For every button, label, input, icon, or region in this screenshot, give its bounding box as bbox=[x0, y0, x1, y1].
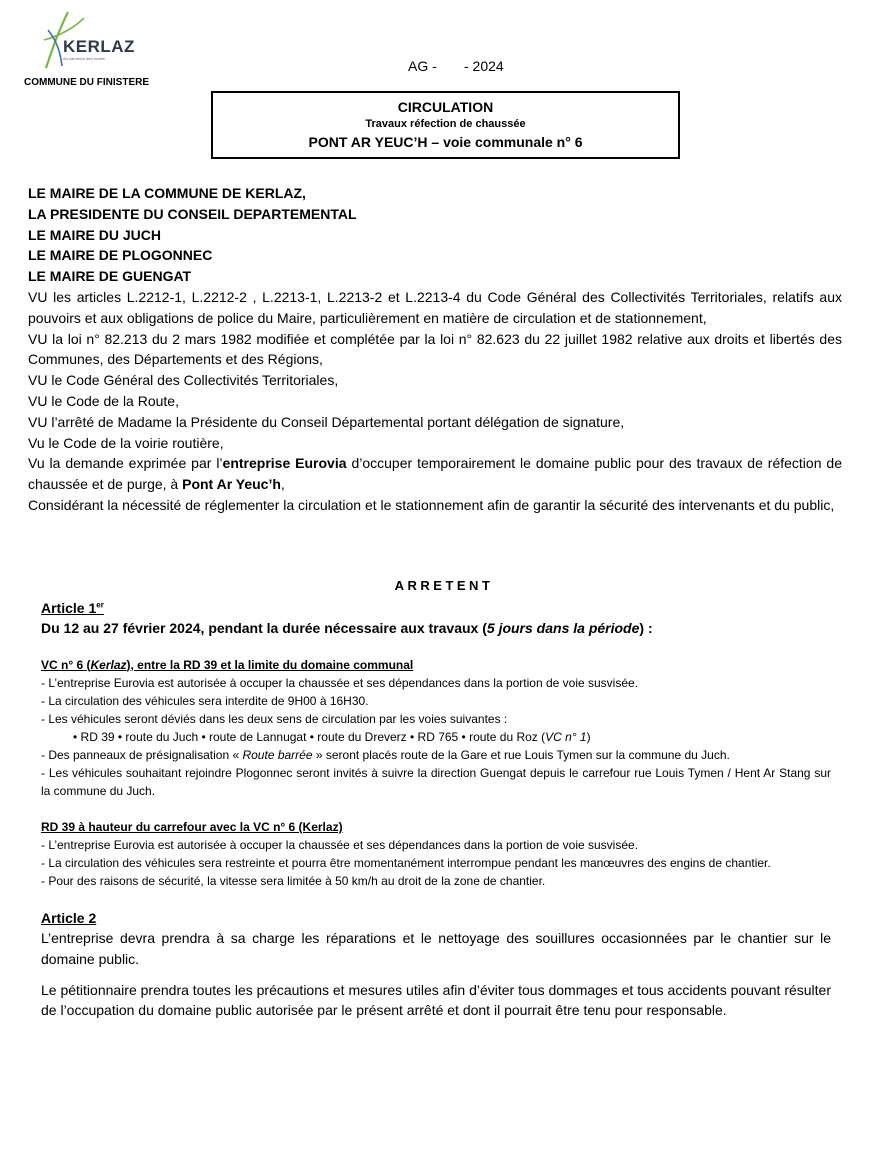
section-rd39-title: RD 39 à hauteur du carrefour avec la VC n° 6 (Kerlaz) bbox=[41, 820, 343, 834]
text-span: d’occuper temporairement le domaine public pour des travaux de réfection de chaussée et de purge, à bbox=[28, 455, 842, 493]
articles bbox=[41, 598, 831, 1021]
section-vc6-line: - L’entreprise Eurovia est autorisée à occuper la chaussée et ses dépendances dans la portion de voie susvisée. bbox=[41, 676, 639, 690]
logo-tagline: Au carrefour des routes bbox=[63, 56, 105, 61]
vu-cgct: VU le Code Général des Collectivités Territoriales, bbox=[28, 372, 339, 389]
article-2-paragraph-1: L’entreprise devra prendra à sa charge les réparations et le nettoyage des souillures occasionnées par le chantier sur le domaine public. bbox=[41, 930, 831, 967]
text-span: » seront placés route de la Gare et rue Louis Tymen sur la commune du Juch. bbox=[312, 748, 730, 762]
text-span: VC n° 6 ( bbox=[41, 658, 91, 672]
article-2 bbox=[41, 908, 831, 1021]
vu-articles: VU les articles L.2212-1, L.2212-2 , L.2213-1, L.2213-2 et L.2213-4 du Code Général des Collectivités Territoriales, relatifs aux pouvoirs et aux obligations de police du Maire, particulièrement en matière de circulation et de stationnement, bbox=[28, 288, 842, 326]
section-vc6-line: - Les véhicules seront déviés dans les deux sens de circulation par les voies suivantes : bbox=[41, 712, 508, 726]
italic-text: 5 jours dans la période bbox=[486, 620, 640, 636]
section-vc6-line bbox=[41, 746, 831, 764]
authority-juch: LE MAIRE DU JUCH bbox=[28, 226, 162, 243]
article-2-paragraph-2: Le pétitionnaire prendra toutes les précautions et mesures utiles afin d’éviter tous dommages et tous accidents pouvant résulter de l’occupation du domaine public autorisée par le présent arrêté et dont il pourrait être tenu pour responsable. bbox=[41, 981, 831, 1019]
text-span: • RD 39 • route du Juch • route de Lannugat • route du Dreverz • RD 765 • route du Roz ( bbox=[73, 730, 546, 744]
detour-route bbox=[41, 728, 831, 746]
text-span: , bbox=[280, 476, 285, 493]
title-line-1: CIRCULATION bbox=[397, 99, 494, 115]
authority-departement: LA PRESIDENTE DU CONSEIL DEPARTEMENTAL bbox=[28, 205, 357, 222]
authority-plogonnec: LE MAIRE DE PLOGONNEC bbox=[28, 247, 213, 264]
bold-location: Pont Ar Yeuc’h bbox=[182, 476, 281, 493]
vu-arrete: VU l’arrêté de Madame la Présidente du Conseil Départemental portant délégation de signature, bbox=[28, 413, 625, 430]
bold-company: entreprise Eurovia bbox=[222, 455, 347, 472]
document-reference: AG - - 2024 bbox=[408, 58, 504, 74]
section-vc6 bbox=[41, 656, 831, 800]
vu-loi: VU la loi n° 82.213 du 2 mars 1982 modifiée et complétée par la loi n° 82.623 du 22 juillet 1982 relative aux droits et libertés des Communes, des Départements et des Régions, bbox=[28, 330, 842, 368]
section-rd39-line: - Pour des raisons de sécurité, la vitesse sera limitée à 50 km/h au droit de la zone de chantier. bbox=[41, 874, 546, 888]
authority-guengat: LE MAIRE DE GUENGAT bbox=[28, 268, 192, 285]
section-rd39-line: - L’entreprise Eurovia est autorisée à occuper la chaussée et ses dépendances dans la portion de voie susvisée. bbox=[41, 838, 639, 852]
article-2-title: Article 2 bbox=[41, 910, 97, 926]
article-1-title bbox=[41, 598, 831, 618]
title-line-3: PONT AR YEUC’H – voie communale n° 6 bbox=[308, 134, 583, 150]
text-span: ) : bbox=[639, 620, 653, 636]
authority-kerlaz: LE MAIRE DE LA COMMUNE DE KERLAZ, bbox=[28, 185, 306, 201]
commune-label: COMMUNE DU FINISTERE bbox=[24, 77, 149, 88]
section-rd39 bbox=[41, 818, 831, 890]
article-1-period bbox=[41, 618, 831, 638]
italic-text: VC n° 1 bbox=[545, 730, 587, 744]
vu-voirie: Vu le Code de la voirie routière, bbox=[28, 434, 224, 451]
vu-demande bbox=[28, 453, 842, 495]
section-vc6-line: - La circulation des véhicules sera interdite de 9H00 à 16H30. bbox=[41, 694, 369, 708]
italic-text: Kerlaz bbox=[90, 658, 127, 672]
text-span: - Des panneaux de présignalisation « bbox=[41, 748, 243, 762]
text-span: Article 1 bbox=[41, 600, 97, 616]
italic-text: Route barrée bbox=[242, 748, 313, 762]
section-rd39-line: - La circulation des véhicules sera restreinte et pourra être momentanément interrompue pendant les manœuvres des engins de chantier. bbox=[41, 856, 771, 870]
vu-code-route: VU le Code de la Route, bbox=[28, 392, 179, 409]
title-line-2: Travaux réfection de chaussée bbox=[365, 118, 526, 130]
superscript: er bbox=[96, 600, 104, 610]
preamble bbox=[28, 183, 842, 516]
section-vc6-title bbox=[41, 656, 831, 674]
considerant: Considérant la nécessité de réglementer la circulation et le stationnement afin de garantir la sécurité des intervenants et du public, bbox=[28, 496, 835, 513]
title-box bbox=[211, 91, 680, 159]
text-span: ) bbox=[586, 730, 591, 744]
logo-text: KERLAZ bbox=[63, 37, 135, 56]
text-span: Du 12 au 27 février 2024, pendant la durée nécessaire aux travaux ( bbox=[41, 620, 487, 636]
section-vc6-line: - Les véhicules souhaitant rejoindre Plogonnec seront invités à suivre la direction Guengat depuis le carrefour rue Louis Tymen / Hent Ar Stang sur la commune du Juch. bbox=[41, 766, 831, 798]
text-span: ), entre la RD 39 et la limite du domaine communal bbox=[126, 658, 414, 672]
arretent-heading: ARRETENT bbox=[394, 578, 494, 593]
text-span: Vu la demande exprimée par l’ bbox=[28, 455, 223, 472]
